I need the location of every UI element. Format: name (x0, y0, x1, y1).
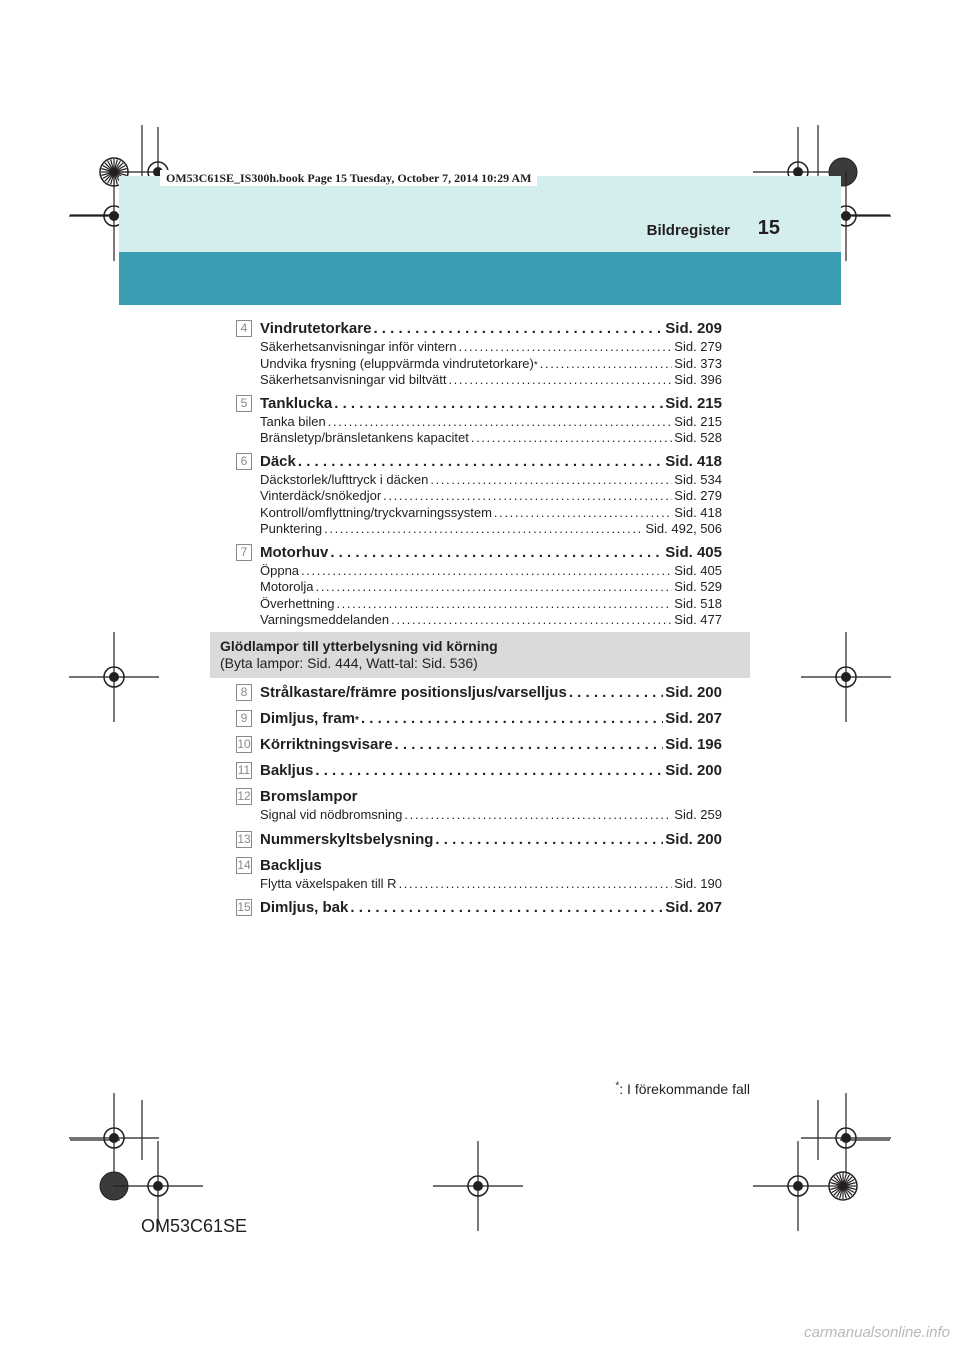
sub-entry-page-ref: Sid. 396 (674, 372, 722, 387)
sub-entry-label: Bränsletyp/bränsletankens kapacitet (260, 430, 469, 445)
book-print-line: OM53C61SE_IS300h.book Page 15 Tuesday, October 7, 2014 10:29 AM (160, 170, 537, 186)
dot-leader (373, 318, 663, 339)
entry-number-box: 15 (237, 900, 251, 914)
sub-entry (260, 612, 722, 629)
sub-entry (260, 414, 722, 431)
entry-page-ref: Sid. 200 (665, 684, 722, 701)
bulb-info-banner (210, 632, 750, 678)
sub-entry-label: Flytta växelspaken till R (260, 875, 397, 891)
dot-leader (330, 542, 663, 563)
sub-entry-label: Signal vid nödbromsning (260, 807, 403, 822)
sub-entry-label: Varningsmeddelanden (260, 612, 390, 627)
registration-target-dot (841, 1133, 851, 1143)
index-entry (236, 760, 722, 781)
entry-title: Bromslampor (260, 788, 358, 805)
sub-entry-page-ref: Sid. 279 (674, 488, 722, 503)
entry-heading (260, 542, 722, 563)
watermark: carmanualsonline.info (804, 1324, 950, 1341)
entry-heading (260, 897, 722, 918)
registration-target-dot (841, 211, 851, 221)
sub-entry-page-ref: Sid. 215 (674, 413, 722, 429)
sub-entry-page-ref: Sid. 528 (674, 430, 722, 445)
index-entry (236, 897, 722, 918)
page-number: 15 (757, 217, 780, 239)
dot-leader (315, 579, 672, 596)
entry-title: Backljus (260, 856, 322, 874)
entry-heading (260, 829, 722, 850)
entry-heading (260, 682, 722, 703)
sub-entry-page-ref: Sid. 529 (674, 579, 722, 594)
sub-entry (260, 372, 722, 389)
index-entry (236, 682, 722, 703)
dot-leader (334, 393, 663, 414)
index-entry (236, 855, 722, 893)
sub-entry-label: Kontroll/omflyttning/tryckvarningssystem (260, 504, 492, 520)
entry-number-box: 12 (237, 789, 251, 803)
index-list-lower (236, 682, 722, 923)
registration-target-dot (473, 1181, 483, 1191)
entry-page-ref: Sid. 207 (665, 899, 722, 916)
entry-number-box: 10 (237, 737, 251, 751)
sub-entry (260, 472, 722, 489)
sub-entry-page-ref: Sid. 518 (674, 595, 722, 611)
sub-entry-label: Däckstorlek/lufttryck i däcken (260, 471, 429, 487)
dot-leader (430, 472, 672, 489)
sub-entry-page-ref: Sid. 492, 506 (645, 521, 722, 536)
entry-page-ref: Sid. 418 (665, 452, 722, 470)
sub-entry-page-ref: Sid. 190 (674, 875, 722, 891)
sub-entry-label: Undvika frysning (eluppvärmda vindrutetorkare) (260, 355, 534, 371)
dot-leader (540, 356, 673, 373)
sub-entry (260, 876, 722, 893)
index-entry (236, 829, 722, 850)
sub-entry (260, 807, 722, 824)
entry-title: Tanklucka (260, 394, 333, 412)
sub-entry-label: Tanka bilen (260, 413, 326, 429)
sub-entry-page-ref: Sid. 279 (674, 339, 722, 354)
entry-number-box: 11 (237, 763, 251, 777)
entry-title: Dimljus, fram (260, 710, 356, 727)
entry-page-ref: Sid. 196 (665, 736, 722, 753)
entry-number-box: 13 (237, 831, 251, 846)
registration-target-dot (793, 1181, 803, 1191)
entry-title: Strålkastare/främre positionsljus/varselljus (260, 684, 567, 701)
entry-heading: Dimljus, fram * . . . Sid. 207 (260, 708, 722, 729)
index-entry (236, 734, 722, 755)
entry-number-box: 6 (236, 453, 252, 470)
dot-leader (361, 708, 663, 729)
entry-heading (260, 393, 722, 414)
sub-entry-page-ref: Sid. 477 (674, 612, 722, 627)
dot-leader (471, 430, 672, 447)
dot-leader (336, 596, 672, 613)
dot-leader (324, 521, 643, 538)
dot-leader (399, 876, 673, 893)
sub-entry-page-ref: Sid. 373 (674, 355, 722, 371)
sub-entry-page-ref: Sid. 534 (674, 471, 722, 487)
dot-leader (494, 505, 672, 522)
entry-title: Dimljus, bak (260, 899, 349, 916)
entry-title: Motorhuv (260, 543, 329, 561)
entry-page-ref: Sid. 200 (665, 830, 722, 848)
dot-leader (315, 760, 663, 781)
registration-target-dot (153, 1181, 163, 1191)
sub-entry-label: Överhettning (260, 595, 335, 611)
dot-leader (298, 451, 663, 472)
dot-leader (301, 563, 672, 580)
sub-entry (260, 579, 722, 596)
sub-entry-page-ref: Sid. 259 (674, 807, 722, 822)
registration-target-dot (841, 672, 851, 682)
index-entry (236, 708, 722, 729)
sub-entry (260, 339, 722, 356)
index-entry (236, 542, 722, 629)
dot-leader (448, 372, 672, 389)
registration-target-dot (109, 211, 119, 221)
entry-page-ref: Sid. 215 (665, 394, 722, 412)
dot-leader (328, 414, 673, 431)
footnote (560, 1080, 750, 1098)
entry-number-box: 7 (236, 544, 252, 561)
sub-entry (260, 505, 722, 522)
entry-heading (260, 786, 722, 807)
index-entry (236, 786, 722, 824)
index-entry (236, 451, 722, 538)
entry-number-box: 9 (236, 710, 252, 727)
header-band-dark (119, 252, 841, 305)
sub-entry-label: Säkerhetsanvisningar vid biltvätt (260, 372, 447, 387)
index-list-upper (236, 318, 722, 633)
banner-title: Glödlampor till ytterbelysning vid körning (220, 638, 498, 654)
entry-heading (260, 451, 722, 472)
dot-leader (569, 682, 663, 703)
entry-number-box: 8 (236, 684, 252, 701)
manual-code: OM53C61SE (141, 1216, 248, 1236)
header-band-light (119, 176, 841, 252)
dot-leader (383, 488, 672, 505)
dot-leader (404, 807, 672, 824)
banner-subtitle: (Byta lampor: Sid. 444, Watt-tal: Sid. 536) (220, 655, 478, 671)
sub-entry-page-ref: Sid. 418 (674, 504, 722, 520)
entry-number-box: 5 (236, 395, 252, 412)
entry-heading (260, 734, 722, 755)
dot-leader (459, 339, 673, 356)
sub-entry-label: Punktering (260, 521, 323, 536)
index-entry (236, 318, 722, 389)
sub-entry (260, 430, 722, 447)
sub-entry-page-ref: Sid. 405 (674, 562, 722, 578)
entry-heading (260, 760, 722, 781)
sub-entry (260, 488, 722, 505)
dot-leader (350, 897, 663, 918)
entry-title: Körriktningsvisare (260, 736, 393, 753)
entry-page-ref: Sid. 207 (665, 710, 722, 727)
dot-leader (395, 734, 664, 755)
entry-title: Nummerskyltsbelysning (260, 830, 434, 848)
entry-page-ref: Sid. 209 (665, 320, 722, 337)
entry-number-box: 14 (237, 857, 251, 872)
footnote-star: * (615, 1080, 620, 1092)
section-title: Bildregister (646, 222, 730, 239)
entry-heading (260, 855, 722, 876)
sub-entry-label: Vinterdäck/snökedjor (260, 488, 382, 503)
index-entry (236, 393, 722, 447)
sub-entry: Undvika frysning (eluppvärmda vindrutetorkare) * . . . Sid. 373 (260, 356, 722, 373)
entry-page-ref: Sid. 200 (665, 762, 722, 779)
sub-entry-label: Säkerhetsanvisningar inför vintern (260, 339, 457, 354)
sub-entry-label: Öppna (260, 562, 300, 578)
entry-title: Däck (260, 452, 296, 470)
registration-target-dot (109, 1133, 119, 1143)
dot-leader (391, 612, 672, 629)
dot-leader (435, 829, 663, 850)
entry-heading (260, 318, 722, 339)
entry-title: Bakljus (260, 762, 314, 779)
footnote-text: : I förekommande fall (619, 1081, 750, 1097)
sub-entry (260, 596, 722, 613)
entry-title: Vindrutetorkare (260, 320, 372, 337)
sub-entry-label: Motorolja (260, 579, 314, 594)
registration-target-dot (109, 672, 119, 682)
sub-entry (260, 521, 722, 538)
entry-number-box: 4 (236, 320, 252, 337)
entry-page-ref: Sid. 405 (665, 543, 722, 561)
sub-entry (260, 563, 722, 580)
